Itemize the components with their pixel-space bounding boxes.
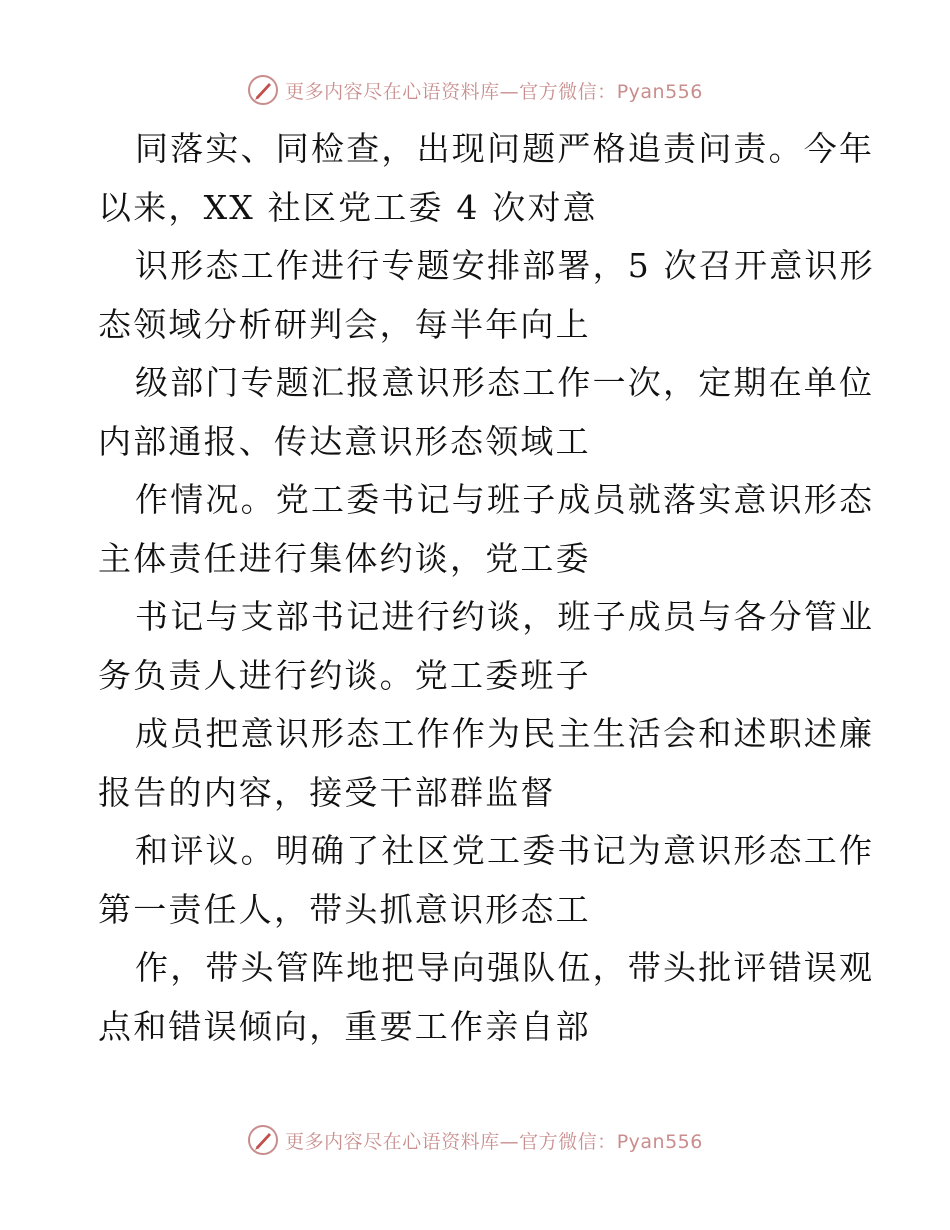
footer-prefix: 更多内容尽在心语资料库: [285, 1130, 500, 1153]
body-line: 态领域分析研判会，每半年向上: [98, 305, 591, 344]
body-line: 点和错误倾向，重要工作亲自部: [98, 1007, 591, 1046]
body-line: 内部通报、传达意识形态领域工: [98, 422, 591, 461]
header-dash: —: [499, 80, 520, 103]
body-line: 成员把意识形态工作作为民主生活会和述职述廉: [135, 714, 875, 753]
footer-wechat-id: Pyan556: [616, 1130, 703, 1153]
header-wechat-id: Pyan556: [616, 80, 703, 103]
quill-pen-icon: [247, 74, 279, 106]
body-line: 级部门专题汇报意识形态工作一次，定期在单位: [135, 363, 875, 402]
header-wechat-label: 官方微信：: [519, 80, 617, 103]
header-text: [285, 77, 703, 104]
footer-text: [285, 1127, 703, 1154]
body-line: 报告的内容，接受干部群监督: [98, 773, 556, 812]
body-line: 以来，XX 社区党工委 4 次对意: [98, 188, 598, 227]
header-prefix: 更多内容尽在心语资料库: [285, 80, 500, 103]
quill-pen-icon: [247, 1124, 279, 1156]
header-banner: [0, 72, 950, 108]
footer-wechat-label: 官方微信：: [519, 1130, 617, 1153]
body-line: 主体责任进行集体约谈，党工委: [98, 539, 591, 578]
body-line: 务负责人进行约谈。党工委班子: [98, 656, 591, 695]
body-line: 识形态工作进行专题安排部署，5 次召开意识形: [135, 246, 875, 285]
footer-banner: [0, 1122, 950, 1158]
body-line: 和评议。明确了社区党工委书记为意识形态工作: [135, 831, 875, 870]
body-line: 书记与支部书记进行约谈，班子成员与各分管业: [135, 597, 875, 636]
body-line: 作，带头管阵地把导向强队伍，带头批评错误观: [135, 948, 875, 987]
body-line: 同落实、同检查，出现问题严格追责问责。今年: [135, 129, 875, 168]
body-line: 作情况。党工委书记与班子成员就落实意识形态: [135, 480, 875, 519]
footer-dash: —: [499, 1130, 520, 1153]
body-line: 第一责任人，带头抓意识形态工: [98, 890, 591, 929]
